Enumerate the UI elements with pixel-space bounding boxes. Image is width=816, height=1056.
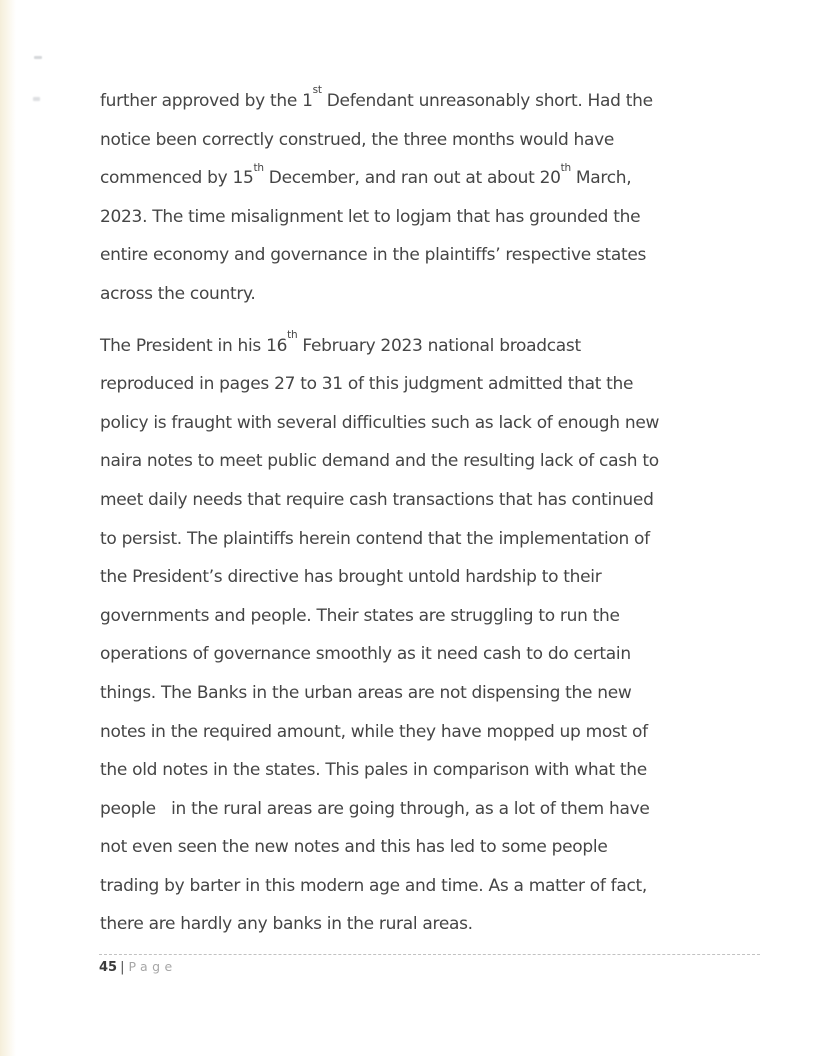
text-line: to persist. The plaintiffs herein contend that the implementation of: [100, 528, 650, 549]
text-line: governments and people. Their states are struggling to run the: [100, 605, 620, 626]
text-line: the old notes in the states. This pales in comparison with what the: [100, 760, 647, 781]
text-line: 2023. The time misalignment let to logjam that has grounded the: [100, 206, 641, 227]
page-footer: [99, 954, 760, 976]
text-line: there are hardly any banks in the rural areas.: [100, 914, 473, 935]
text-line: not even seen the new notes and this has led to some people: [100, 837, 608, 858]
text-line: notes in the required amount, while they have mopped up most of: [100, 721, 648, 742]
text-line: reproduced in pages 27 to 31 of this judgment admitted that the: [100, 374, 634, 395]
paragraph-2: [100, 327, 780, 945]
text-line: The President in his 16th February 2023 national broadcast: [100, 328, 581, 356]
text-line: commenced by 15th December, and ran out at about 20th March,: [100, 161, 632, 189]
text-line: trading by barter in this modern age and time. As a matter of fact,: [100, 875, 647, 896]
scan-artifact-speck: [34, 56, 42, 59]
page-left-edge-shadow: [0, 0, 16, 1056]
paragraph-1: [100, 82, 780, 314]
body-text: [100, 82, 780, 944]
text-line: further approved by the 1st Defendant unreasonably short. Had the: [100, 84, 653, 111]
footer-page-word: Page: [128, 959, 177, 974]
ordinal-superscript: th: [287, 328, 298, 341]
page-number: 45: [99, 960, 118, 975]
ordinal-superscript: th: [253, 161, 264, 174]
scan-artifact-speck: [33, 97, 40, 101]
text-line: notice been correctly construed, the three months would have: [100, 129, 615, 150]
footer-separator: |: [120, 960, 125, 975]
text-line: across the country.: [100, 283, 256, 304]
text-line: things. The Banks in the urban areas are not dispensing the new: [100, 682, 632, 703]
text-line: policy is fraught with several difficulties such as lack of enough new: [100, 412, 660, 433]
text-line: meet daily needs that require cash transactions that has continued: [100, 489, 654, 510]
text-line: operations of governance smoothly as it need cash to do certain: [100, 644, 631, 665]
text-line: entire economy and governance in the plaintiffs’ respective states: [100, 245, 647, 266]
text-line: people in the rural areas are going through, as a lot of them have: [100, 798, 650, 819]
ordinal-superscript: st: [312, 84, 322, 97]
text-line: naira notes to meet public demand and the resulting lack of cash to: [100, 451, 659, 472]
text-line: the President’s directive has brought untold hardship to their: [100, 567, 602, 588]
ordinal-superscript: th: [560, 161, 571, 174]
